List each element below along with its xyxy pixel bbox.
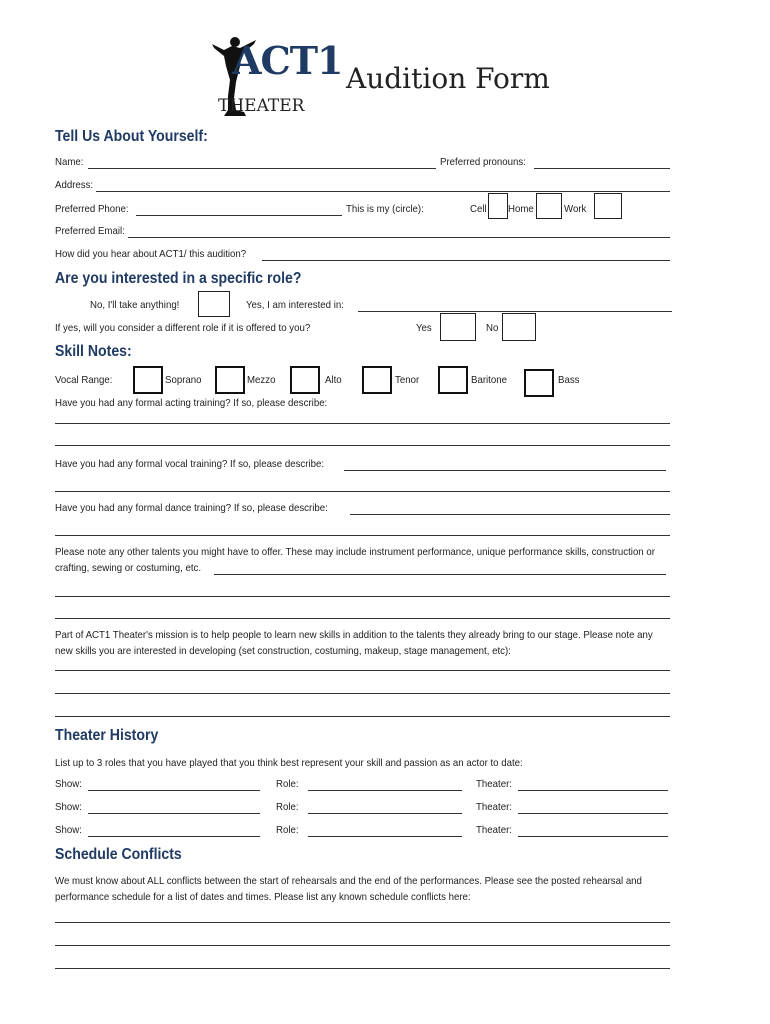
show-label: Show: [55,824,82,836]
phone-label: Preferred Phone: [55,203,129,215]
hear-label: How did you hear about ACT1/ this audition? [55,248,247,260]
vocal-range-label: Vocal Range: [55,374,113,386]
mezzo-label: Mezzo [247,374,276,386]
dance-training-label: Have you had any formal dance training? If so, please describe: [55,502,328,514]
logo-theater-text: THEATER [218,96,305,116]
baritone-label: Baritone [471,374,507,386]
email-label: Preferred Email: [55,225,125,237]
no-take-anything-label: No, I'll take anything! [90,299,180,311]
section-role: Are you interested in a specific role? [55,270,302,287]
new-skills-line[interactable] [55,716,670,717]
consider-different-role-label: If yes, will you consider a different role if it is offered to you? [55,322,311,334]
alto-label: Alto [325,374,342,386]
bass-label: Bass [558,374,580,386]
theater-label: Theater: [476,778,512,790]
role-label: Role: [276,801,299,813]
dance-training-field[interactable] [350,514,670,515]
work-checkbox[interactable] [594,193,622,219]
work-label: Work [564,203,587,215]
history-intro: List up to 3 roles that you have played that you think best represent your skill and passion as an actor to date: [55,757,523,769]
talents-text-2: crafting, sewing or costuming, etc. [55,562,202,574]
vocal-training-label: Have you had any formal vocal training? If so, please describe: [55,458,325,470]
acting-training-line[interactable] [55,423,670,424]
baritone-checkbox[interactable] [438,366,468,394]
pronouns-label: Preferred pronouns: [440,156,526,168]
schedule-line[interactable] [55,968,670,969]
schedule-text-2: performance schedule for a list of dates and times. Please list any known schedule conflicts here: [55,891,471,903]
home-label: Home [508,203,534,215]
name-field[interactable] [88,168,436,169]
schedule-line[interactable] [55,945,670,946]
role-field[interactable] [308,813,462,814]
role-label: Role: [276,824,299,836]
theater-label: Theater: [476,824,512,836]
alto-checkbox[interactable] [290,366,320,394]
talents-line[interactable] [55,618,670,619]
role-field[interactable] [308,790,462,791]
schedule-text-1: We must know about ALL conflicts between the start of rehearsals and the end of the performances. Please see the posted rehearsal and [55,875,642,887]
name-label: Name: [55,156,84,168]
tenor-checkbox[interactable] [362,366,392,394]
tenor-label: Tenor [395,374,420,386]
vocal-training-line[interactable] [55,491,670,492]
cell-checkbox[interactable] [488,193,508,219]
schedule-line[interactable] [55,922,670,923]
consider-no-checkbox[interactable] [502,313,536,341]
cell-label: Cell [470,203,487,215]
talents-field[interactable] [214,574,666,575]
yes-interested-label: Yes, I am interested in: [246,299,344,311]
role-label: Role: [276,778,299,790]
page-title: Audition Form [346,62,550,95]
phone-type-label: This is my (circle): [346,203,424,215]
bass-checkbox[interactable] [524,369,554,397]
hear-field[interactable] [262,260,670,261]
consider-no-label: No [486,322,499,334]
show-field[interactable] [88,813,260,814]
new-skills-line[interactable] [55,670,670,671]
consider-yes-label: Yes [416,322,432,334]
home-checkbox[interactable] [536,193,562,219]
mezzo-checkbox[interactable] [215,366,245,394]
address-field[interactable] [96,191,670,192]
talents-line[interactable] [55,596,670,597]
show-field[interactable] [88,836,260,837]
show-label: Show: [55,801,82,813]
section-theater-history: Theater History [55,727,159,744]
interested-role-field[interactable] [358,311,672,312]
soprano-label: Soprano [165,374,202,386]
new-skills-line[interactable] [55,693,670,694]
dance-training-line[interactable] [55,535,670,536]
talents-text-1: Please note any other talents you might have to offer. These may include instrument performance, unique performance skills, construction or [55,546,655,558]
address-label: Address: [55,179,94,191]
mission-text-1: Part of ACT1 Theater's mission is to help people to learn new skills in addition to the talents they already bring to our stage. Please note any [55,629,653,641]
pronouns-field[interactable] [534,168,670,169]
consider-yes-checkbox[interactable] [440,313,476,341]
show-field[interactable] [88,790,260,791]
phone-field[interactable] [136,215,342,216]
no-take-anything-checkbox[interactable] [198,291,230,317]
email-field[interactable] [128,237,670,238]
section-tell-us: Tell Us About Yourself: [55,128,208,145]
vocal-training-field[interactable] [344,470,666,471]
theater-field[interactable] [518,813,668,814]
theater-label: Theater: [476,801,512,813]
soprano-checkbox[interactable] [133,366,163,394]
section-skill-notes: Skill Notes: [55,343,132,360]
section-schedule-conflicts: Schedule Conflicts [55,846,182,863]
theater-field[interactable] [518,836,668,837]
acting-training-line[interactable] [55,445,670,446]
role-field[interactable] [308,836,462,837]
mission-text-2: new skills you are interested in developing (set construction, costuming, makeup, stage management, etc): [55,645,511,657]
logo-act1-text: ACT1 [232,38,343,83]
acting-training-label: Have you had any formal acting training? If so, please describe: [55,397,328,409]
theater-field[interactable] [518,790,668,791]
show-label: Show: [55,778,82,790]
